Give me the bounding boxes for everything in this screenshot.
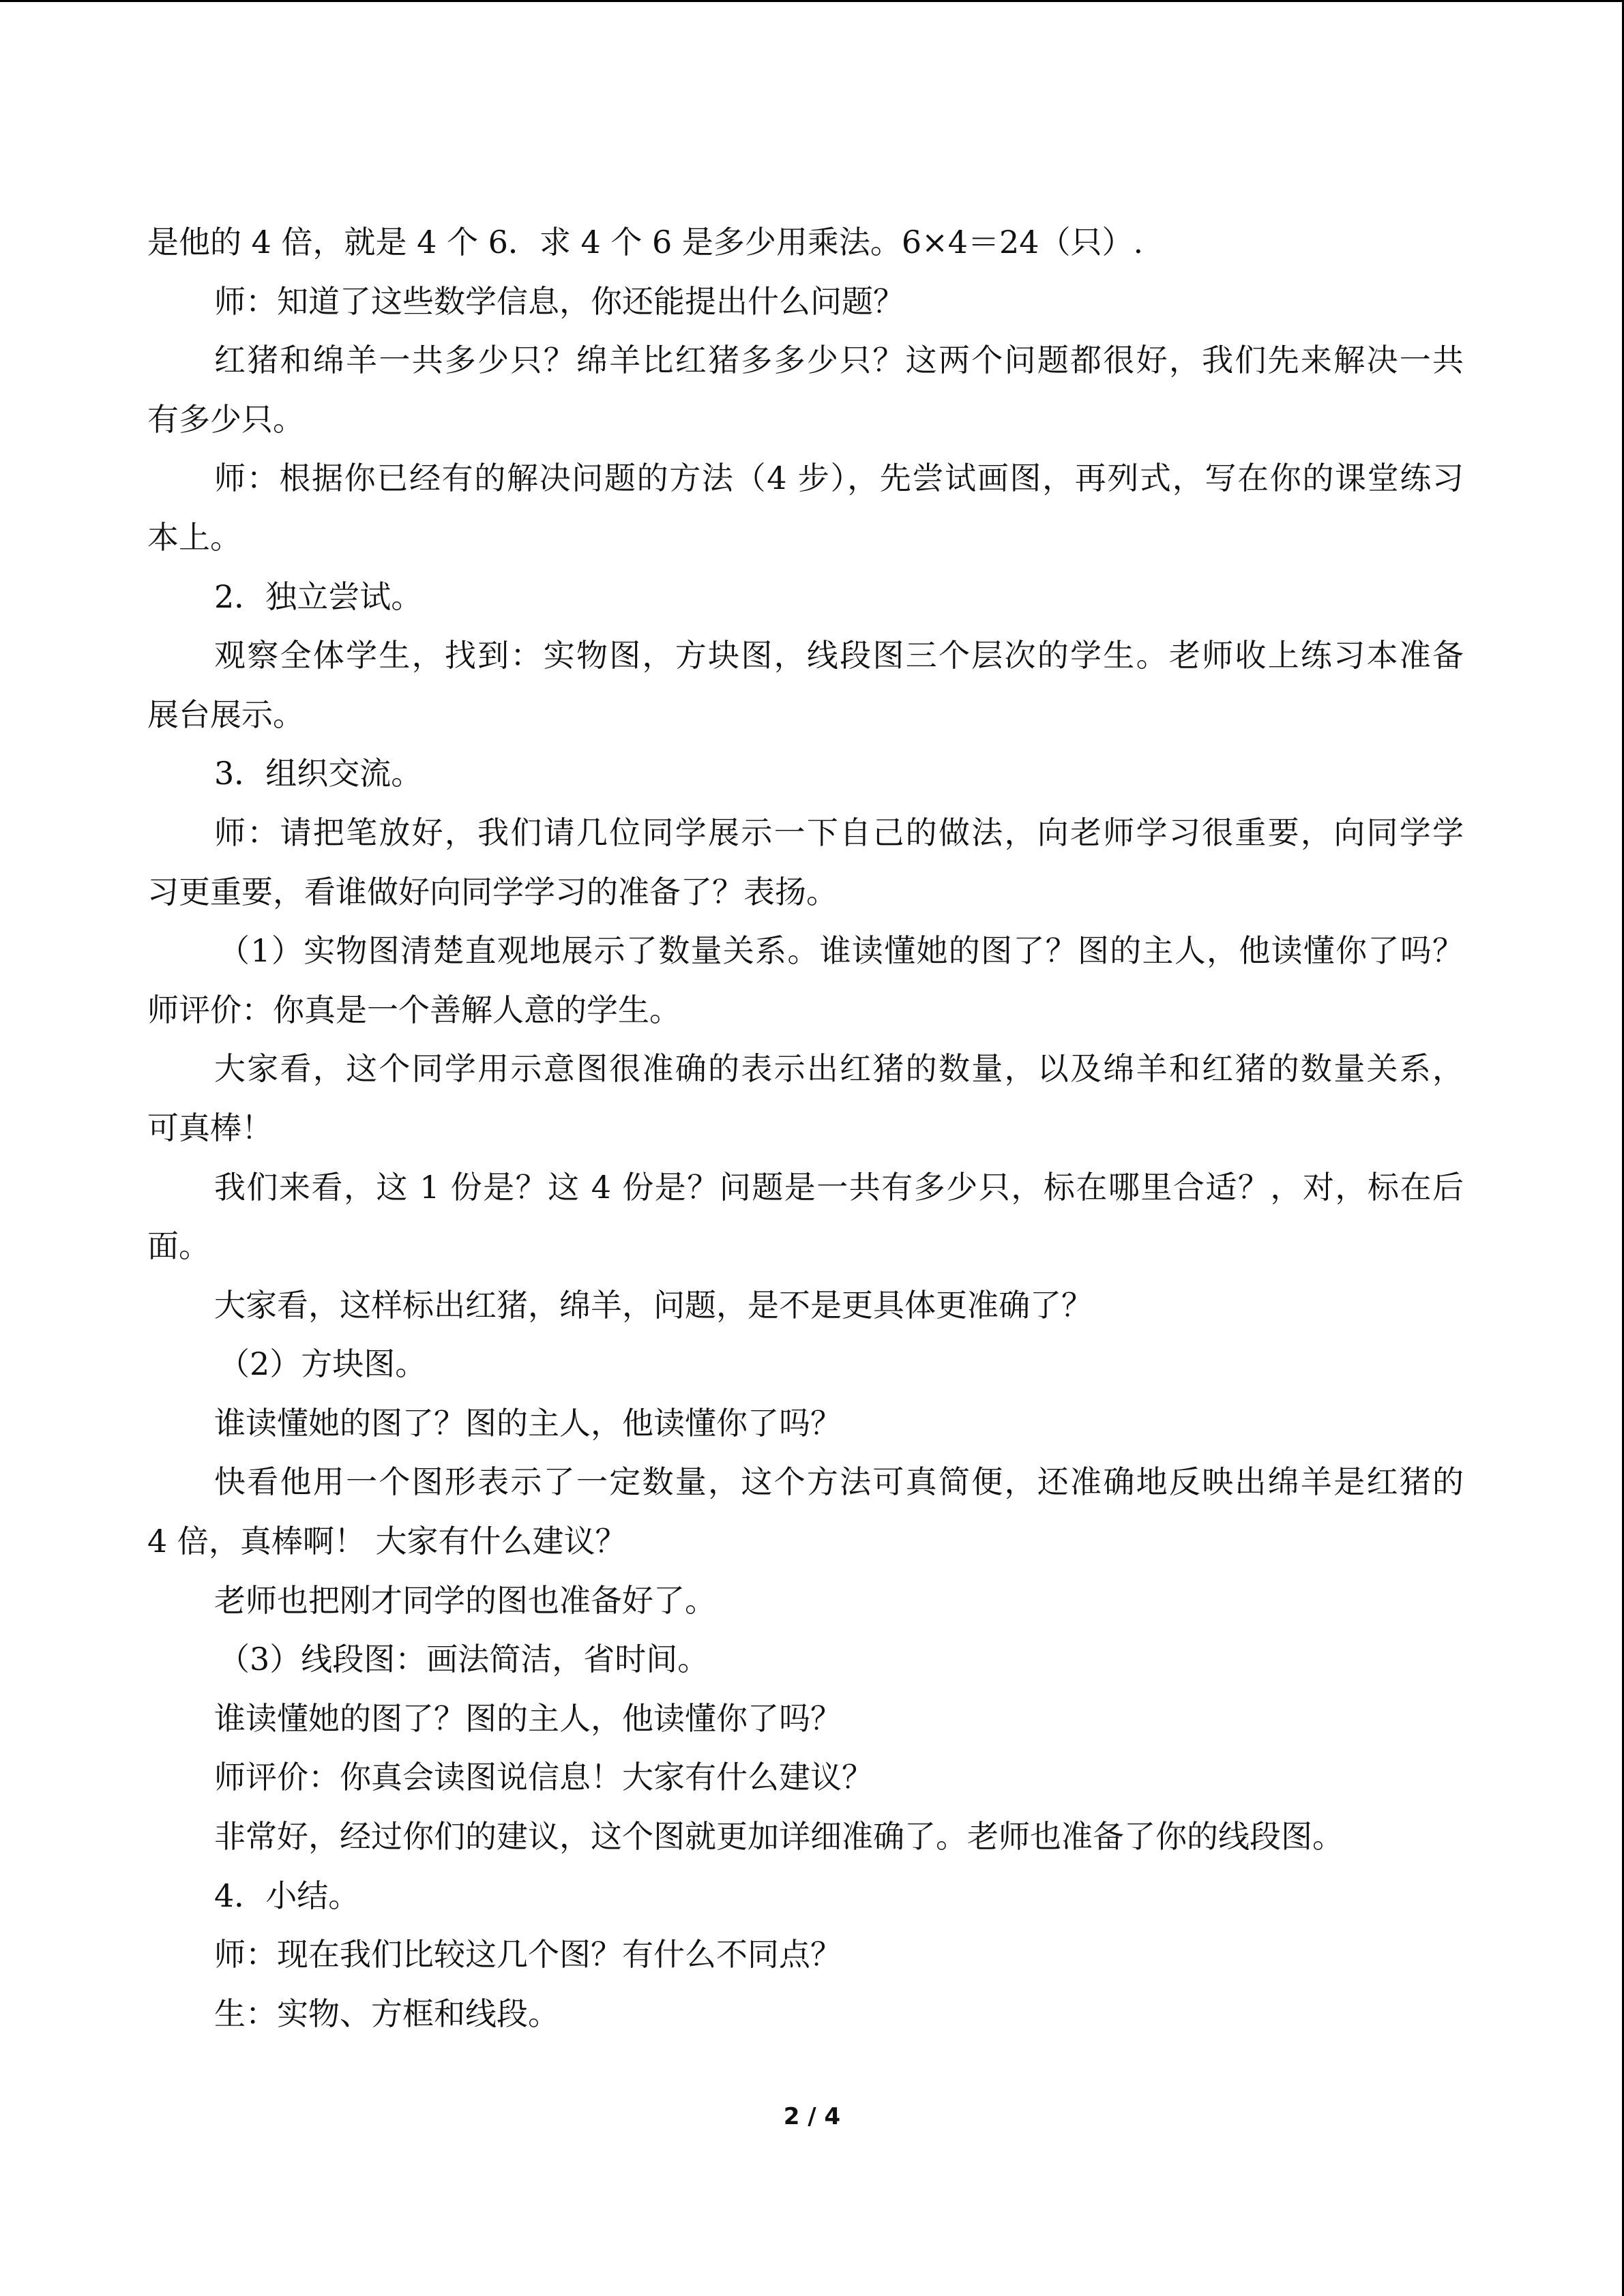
paragraph-line: 非常好，经过你们的建议，这个图就更加详细准确了。老师也准备了你的线段图。 [214,1818,1344,1855]
paragraph-line: 大家看，这样标出红猪，绵羊，问题，是不是更具体更准确了？ [214,1286,1093,1324]
paragraph-line: 师评价：你真是一个善解人意的学生。 [147,991,681,1028]
paragraph-line: 4 倍，真棒啊！ 大家有什么建议？ [147,1523,627,1560]
paragraph-line: 大家看，这个同学用示意图很准确的表示出红猪的数量，以及绵羊和红猪的数量关系， [214,1050,1464,1088]
paragraph-line: 是他的 4 倍，就是 4 个 6．求 4 个 6 是多少用乘法。6×4＝24（只）. [147,224,1144,260]
page-number: 2 / 4 [783,2103,841,2130]
paragraph-line: 我们来看，这 1 份是？这 4 份是？问题是一共有多少只，标在哪里合适？，对，标在后 [214,1168,1464,1206]
document-body [147,213,1464,2043]
paragraph-line: 红猪和绵羊一共多少只？绵羊比红猪多多少只？这两个问题都很好，我们先来解决一共 [214,342,1464,379]
paragraph-line: 师：现在我们比较这几个图？有什么不同点？ [214,1936,842,1973]
paragraph-line: 老师也把刚才同学的图也准备好了。 [214,1581,716,1619]
section-heading: （3）线段图：画法简洁，省时间。 [218,1641,709,1678]
paragraph-line: 生：实物、方框和线段。 [214,1995,559,2032]
paragraph-line: 谁读懂她的图了？图的主人，他读懂你了吗？ [214,1404,842,1442]
paragraph-line: 谁读懂她的图了？图的主人，他读懂你了吗？ [214,1699,842,1737]
paragraph-line: 面。 [147,1227,210,1265]
paragraph-line: 可真棒！ [147,1109,273,1146]
section-heading: 4．小结。 [214,1877,360,1914]
paragraph-line: 有多少只。 [147,400,304,438]
paragraph-line: 本上。 [147,518,241,556]
section-heading: （2）方块图。 [218,1345,427,1383]
paragraph-line: 展台展示。 [147,696,304,733]
paragraph-line: 快看他用一个图形表示了一定数量，这个方法可真简便，还准确地反映出绵羊是红猪的 [214,1463,1464,1501]
paragraph-line: （1）实物图清楚直观地展示了数量关系。谁读懂她的图了？图的主人，他读懂你了吗？ [218,932,1464,970]
section-heading: 2．独立尝试。 [214,578,423,615]
paragraph-line: 师：知道了这些数学信息，你还能提出什么问题？ [214,282,904,320]
paragraph-line: 师评价：你真会读图说信息！大家有什么建议？ [214,1759,873,1796]
paragraph-line: 观察全体学生，找到：实物图，方块图，线段图三个层次的学生。老师收上练习本准备 [214,637,1464,674]
paragraph-line: 习更重要，看谁做好向同学学习的准备了？表扬。 [147,873,838,910]
paragraph-line: 师：根据你已经有的解决问题的方法（4 步），先尝试画图，再列式，写在你的课堂练习 [214,460,1464,497]
paragraph-line: 师：请把笔放好，我们请几位同学展示一下自己的做法，向老师学习很重要，向同学学 [214,814,1464,851]
top-border-line [0,0,1624,2]
section-heading: 3．组织交流。 [214,755,423,792]
